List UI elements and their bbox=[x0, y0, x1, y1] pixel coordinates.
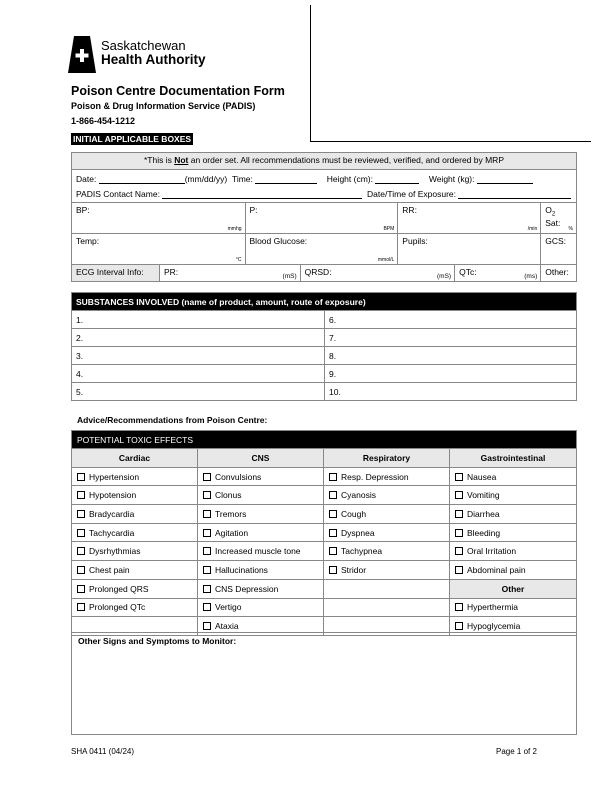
height-field[interactable] bbox=[375, 175, 419, 184]
form-title: Poison Centre Documentation Form bbox=[71, 84, 285, 98]
org-name-line2: Health Authority bbox=[101, 52, 206, 67]
other-heading: Other bbox=[450, 579, 577, 598]
form-subtitle: Poison & Drug Information Service (PADIS) bbox=[71, 101, 256, 111]
checkbox-item[interactable]: Agitation bbox=[198, 523, 324, 542]
checkbox-item[interactable]: Abdominal pain bbox=[450, 561, 577, 580]
checkbox[interactable] bbox=[329, 547, 337, 555]
checkbox[interactable] bbox=[203, 603, 211, 611]
checkbox[interactable] bbox=[77, 603, 85, 611]
checkbox-item[interactable]: Hypotension bbox=[72, 486, 198, 505]
checkbox[interactable] bbox=[455, 529, 463, 537]
checkbox[interactable] bbox=[203, 510, 211, 518]
checkbox-item[interactable]: Stridor bbox=[324, 561, 450, 580]
glucose-cell[interactable]: Blood Glucose: mmol/L bbox=[245, 234, 398, 265]
empty-cell bbox=[324, 598, 450, 617]
checkbox-item[interactable]: Nausea bbox=[450, 467, 577, 486]
health-authority-logo bbox=[68, 36, 96, 73]
pupils-cell[interactable]: Pupils: bbox=[398, 234, 541, 265]
checkbox-item[interactable]: Chest pain bbox=[72, 561, 198, 580]
checkbox[interactable] bbox=[329, 473, 337, 481]
checkbox-item[interactable]: Dyspnea bbox=[324, 523, 450, 542]
contact-row: PADIS Contact Name: Date/Time of Exposure: bbox=[72, 187, 577, 203]
substance-row[interactable]: 3. bbox=[72, 347, 325, 365]
checkbox[interactable] bbox=[77, 566, 85, 574]
checkbox[interactable] bbox=[329, 510, 337, 518]
checkbox[interactable] bbox=[203, 566, 211, 574]
checkbox-item[interactable]: Vomiting bbox=[450, 486, 577, 505]
checkbox-item[interactable]: Tachycardia bbox=[72, 523, 198, 542]
col-cardiac: Cardiac bbox=[72, 449, 198, 468]
substance-row[interactable]: 10. bbox=[325, 383, 577, 401]
checkbox-item[interactable]: Cough bbox=[324, 505, 450, 524]
substance-row[interactable]: 4. bbox=[72, 365, 325, 383]
temp-cell[interactable]: Temp: °C bbox=[72, 234, 246, 265]
initial-boxes-label: INITIAL APPLICABLE BOXES bbox=[73, 134, 192, 144]
substances-heading: SUBSTANCES INVOLVED (name of product, amount, route of exposure) bbox=[72, 293, 577, 311]
checkbox-item[interactable]: Increased muscle tone bbox=[198, 542, 324, 561]
checkbox[interactable] bbox=[455, 603, 463, 611]
checkbox[interactable] bbox=[329, 566, 337, 574]
padis-contact-field[interactable] bbox=[162, 190, 362, 199]
col-cns: CNS bbox=[198, 449, 324, 468]
checkbox[interactable] bbox=[203, 529, 211, 537]
exposure-field[interactable] bbox=[458, 190, 571, 199]
substances-table bbox=[71, 292, 577, 401]
col-gastrointestinal: Gastrointestinal bbox=[450, 449, 577, 468]
checkbox-item[interactable]: Ataxia bbox=[198, 617, 324, 636]
checkbox-item[interactable]: Vertigo bbox=[198, 598, 324, 617]
checkbox[interactable] bbox=[329, 491, 337, 499]
checkbox[interactable] bbox=[77, 529, 85, 537]
other-cell[interactable]: Other: bbox=[541, 265, 577, 282]
bp-cell[interactable]: BP: mmhg bbox=[72, 203, 246, 234]
checkbox[interactable] bbox=[77, 473, 85, 481]
checkbox[interactable] bbox=[455, 491, 463, 499]
checkbox[interactable] bbox=[77, 547, 85, 555]
col-respiratory: Respiratory bbox=[324, 449, 450, 468]
checkbox[interactable] bbox=[203, 473, 211, 481]
empty-cell bbox=[324, 579, 450, 598]
substance-row[interactable]: 6. bbox=[325, 311, 577, 329]
substance-row[interactable]: 8. bbox=[325, 347, 577, 365]
toxic-effects-heading: POTENTIAL TOXIC EFFECTS bbox=[72, 431, 577, 449]
o2-sat-cell[interactable]: $O_2$ Sat: % bbox=[541, 203, 577, 234]
rr-cell[interactable]: RR: /min bbox=[398, 203, 541, 234]
substance-row[interactable]: 9. bbox=[325, 365, 577, 383]
qtc-cell[interactable]: QTc: (ms) bbox=[455, 265, 541, 282]
checkbox-item[interactable]: Tachypnea bbox=[324, 542, 450, 561]
checkbox[interactable] bbox=[203, 622, 211, 630]
checkbox[interactable] bbox=[455, 473, 463, 481]
other-signs-box[interactable] bbox=[71, 632, 577, 735]
ecg-label: ECG Interval Info: bbox=[72, 265, 160, 282]
checkbox-item[interactable]: Bradycardia bbox=[72, 505, 198, 524]
checkbox[interactable] bbox=[77, 510, 85, 518]
date-field[interactable] bbox=[99, 175, 185, 184]
checkbox[interactable] bbox=[455, 566, 463, 574]
checkbox[interactable] bbox=[77, 585, 85, 593]
substance-row[interactable]: 5. bbox=[72, 383, 325, 401]
checkbox[interactable] bbox=[329, 529, 337, 537]
checkbox[interactable] bbox=[455, 510, 463, 518]
label-area-divider bbox=[310, 5, 311, 142]
checkbox-item[interactable]: Diarrhea bbox=[450, 505, 577, 524]
org-name-line1: Saskatchewan bbox=[101, 38, 186, 53]
checkbox[interactable] bbox=[203, 491, 211, 499]
substance-row[interactable]: 7. bbox=[325, 329, 577, 347]
pulse-cell[interactable]: P: BPM bbox=[245, 203, 398, 234]
checkbox-item[interactable]: Hallucinations bbox=[198, 561, 324, 580]
date-row: Date: (mm/dd/yy) Time: Height (cm): Weight (kg): bbox=[72, 170, 577, 187]
substance-row[interactable]: 1. bbox=[72, 311, 325, 329]
checkbox[interactable] bbox=[455, 547, 463, 555]
checkbox-item[interactable]: Tremors bbox=[198, 505, 324, 524]
checkbox-item[interactable]: Hypertension bbox=[72, 467, 198, 486]
checkbox-item[interactable]: Hyperthermia bbox=[450, 598, 577, 617]
gcs-cell[interactable]: GCS: bbox=[541, 234, 577, 265]
checkbox[interactable] bbox=[77, 491, 85, 499]
other-signs-label: Other Signs and Symptoms to Monitor: bbox=[78, 636, 237, 646]
form-code: SHA 0411 (04/24) bbox=[71, 747, 135, 756]
checkbox-item[interactable]: Convulsions bbox=[198, 467, 324, 486]
weight-field[interactable] bbox=[477, 175, 533, 184]
page-number: Page 1 of 2 bbox=[496, 747, 537, 756]
label-area-divider bbox=[310, 141, 591, 142]
checkbox-item[interactable]: CNS Depression bbox=[198, 579, 324, 598]
checkbox[interactable] bbox=[203, 547, 211, 555]
phone-number: 1-866-454-1212 bbox=[71, 116, 136, 126]
checkbox[interactable] bbox=[455, 622, 463, 630]
advice-label: Advice/Recommendations from Poison Centre: bbox=[77, 415, 268, 425]
checkbox-item[interactable]: Dysrhythmias bbox=[72, 542, 198, 561]
checkbox-item[interactable]: Oral Irritation bbox=[450, 542, 577, 561]
toxic-effects-table bbox=[71, 430, 577, 636]
checkbox-item[interactable]: Prolonged QTc bbox=[72, 598, 198, 617]
checkbox-item[interactable]: Bleeding bbox=[450, 523, 577, 542]
substance-row[interactable]: 2. bbox=[72, 329, 325, 347]
time-field[interactable] bbox=[255, 175, 317, 184]
patient-info-table bbox=[71, 152, 577, 282]
checkbox-item[interactable]: Resp. Depression bbox=[324, 467, 450, 486]
checkbox-item[interactable]: Hypoglycemia bbox=[450, 617, 577, 636]
pr-cell[interactable]: PR: (mS) bbox=[160, 265, 301, 282]
checkbox[interactable] bbox=[203, 585, 211, 593]
order-set-notice: *This is Not an order set. All recommendations must be reviewed, verified, and ordered by MRP bbox=[72, 153, 577, 170]
checkbox-item[interactable]: Cyanosis bbox=[324, 486, 450, 505]
checkbox-item[interactable]: Clonus bbox=[198, 486, 324, 505]
checkbox-item[interactable]: Prolonged QRS bbox=[72, 579, 198, 598]
qrsd-cell[interactable]: QRSD: (mS) bbox=[300, 265, 454, 282]
